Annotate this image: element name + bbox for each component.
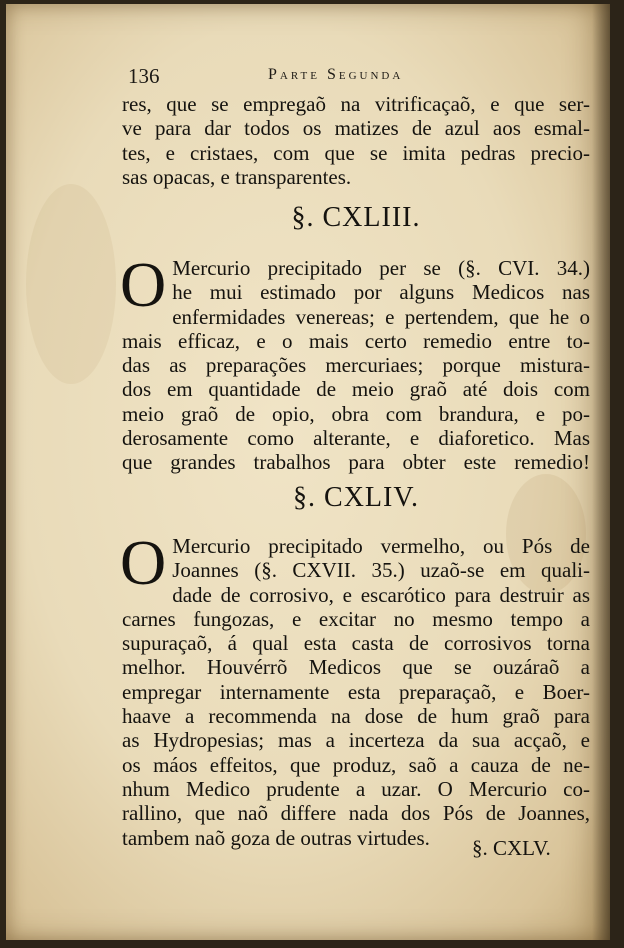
text-line: os máos effeitos, que produz, saõ a cauza de ne- <box>122 752 590 777</box>
paragraph-cxliii <box>120 249 590 475</box>
text-line: res, que se empregaõ na vitrificaçaõ, e que ser- <box>122 92 590 116</box>
text-line: rallino, que naõ differe nada dos Pós de Joannes, <box>122 801 590 826</box>
text-line: nhum Medico prudente a uzar. O Mercurio co- <box>122 776 590 801</box>
text-line: as Hydropesias; mas a incerteza da sua acçaõ, e <box>122 728 590 753</box>
paragraph-cxliv <box>120 527 590 850</box>
text-line: derosamente como alterante, e diaforetico. Mas <box>122 426 590 451</box>
text-line: empregar internamente esta preparaçaõ, e Boer- <box>122 679 590 704</box>
text-line: sas opacas, e transparentes. <box>122 164 352 189</box>
text-line: dos em quantidade de meio graõ até dois com <box>122 377 590 402</box>
page-header <box>128 64 588 88</box>
text-line: mais efficaz, e o mais certo remedio entre to- <box>122 328 590 353</box>
text-line: enfermidades venereas; e pertendem, que he o <box>172 304 590 329</box>
text-line: Mercurio precipitado vermelho, ou Pós de <box>172 534 590 558</box>
text-line: tambem naõ goza de outras virtudes. <box>122 825 430 850</box>
text-line: dade de corrosivo, e escarótico para destruir as <box>172 582 590 607</box>
text-line: Joannes (§. CXVII. 35.) uzaõ-se em quali- <box>172 558 590 583</box>
text-line: meio graõ de opio, obra com brandura, e po- <box>122 401 590 426</box>
text-line: supuraçaõ, á qual esta casta de corrosivos torna <box>122 631 590 656</box>
catchword: §. CXLV. <box>472 836 551 860</box>
paragraph-top <box>122 92 590 189</box>
page-number: 136 <box>128 64 160 88</box>
text-line: Mercurio precipitado per se (§. CVI. 34.) <box>172 256 590 280</box>
text-line: que grandes trabalhos para obter este remedio! <box>122 450 590 475</box>
text-line: carnes fungozas, e excitar no mesmo tempo a <box>122 606 590 631</box>
text-line: tes, e cristaes, com que se imita pedras precio- <box>122 140 590 165</box>
text-line: haave a recommenda na dose de hum graõ para <box>122 704 590 729</box>
running-title: Parte Segunda <box>268 66 404 83</box>
text-line: das as preparações mercuriaes; porque mistura- <box>122 353 590 378</box>
text-line: melhor. Houvérrõ Medicos que se ouzáraõ a <box>122 655 590 680</box>
page-gutter <box>592 4 610 940</box>
drop-cap: O <box>120 527 167 598</box>
section-heading-cxliv: §. CXLIV. <box>293 482 419 513</box>
drop-cap: O <box>120 249 167 320</box>
paper-stain <box>26 184 116 384</box>
text-line: ve para dar todos os matizes de azul aos esmal- <box>122 116 590 141</box>
text-line: he mui estimado por alguns Medicos nas <box>172 280 590 305</box>
section-heading-cxliii: §. CXLIII. <box>291 202 421 233</box>
